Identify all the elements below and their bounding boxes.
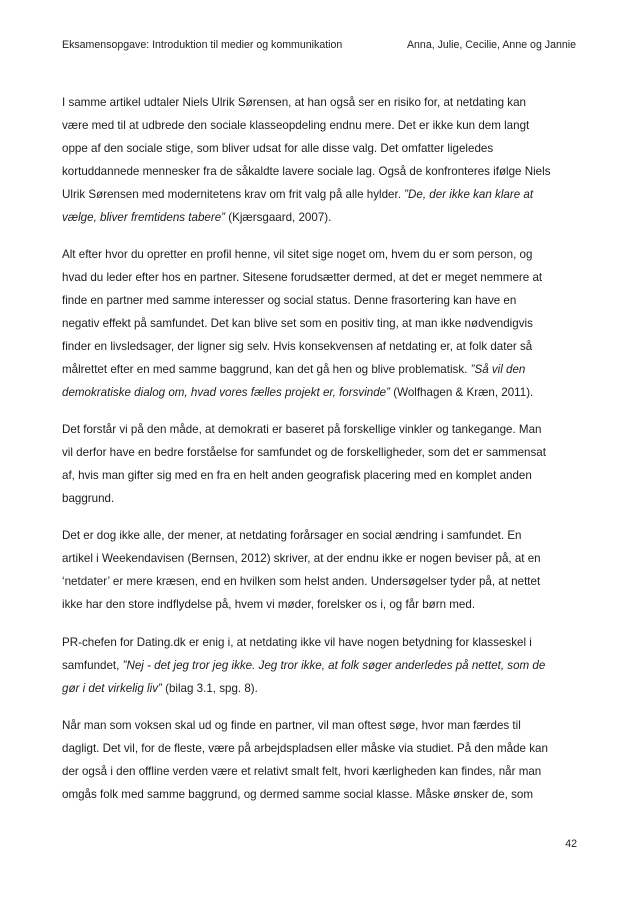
body-paragraph xyxy=(62,715,576,807)
text-line xyxy=(62,594,576,617)
text-run: hvad du leder efter hos en partner. Sitesene forudsætter dermed, at det er meget nemmere at xyxy=(62,271,543,285)
text-run: ikke har den store indflydelse på, hvem vi møder, forelsker os i, og får børn med. xyxy=(62,598,476,612)
body-paragraph xyxy=(62,244,576,404)
text-run: (Wolfhagen & Kræn, 2011). xyxy=(390,385,534,399)
text-line xyxy=(62,92,576,115)
text-line xyxy=(62,761,576,784)
text-run: Det er dog ikke alle, der mener, at netdating forårsager en social ændring i samfundet. En xyxy=(62,529,522,543)
text-run: kortuddannede mennesker fra de såkaldte lavere sociale lag. Også de konfronteres ifølge Niels xyxy=(62,164,551,178)
text-run: baggrund. xyxy=(62,491,115,505)
header-course-title: Eksamensopgave: Introduktion til medier og kommunikation xyxy=(62,39,343,51)
quote-text: vælge, bliver fremtidens tabere” xyxy=(62,210,226,224)
text-run: målrettet efter en med samme baggrund, kan det gå hen og blive problematisk. xyxy=(62,362,471,376)
body-paragraph xyxy=(62,419,576,511)
quote-text: ”Så vil den xyxy=(470,362,526,376)
text-run: Ulrik Sørensen med modernitetens krav om frit valg på alle hylder. xyxy=(62,187,405,201)
text-line xyxy=(62,632,576,655)
text-run: omgås folk med samme baggrund, og dermed samme social klasse. Måske ønsker de, som xyxy=(62,787,534,801)
text-run: dagligt. Det vil, for de fleste, være på arbejdspladsen eller måske via studiet. På den måde kan xyxy=(62,742,548,756)
text-line xyxy=(62,678,576,701)
text-run: Det forstår vi på den måde, at demokrati er baseret på forskellige vinkler og tankegange. Man xyxy=(62,423,542,437)
text-run: være med til at udbrede den sociale klasseopdeling endnu mere. Det er ikke kun dem langt xyxy=(62,118,530,132)
text-run: PR-chefen for Dating.dk er enig i, at netdating ikke vil have nogen betydning for klasseskel i xyxy=(62,635,532,649)
text-line xyxy=(62,382,576,405)
document-body xyxy=(62,92,576,822)
text-run: artikel i Weekendavisen (Bernsen, 2012) skriver, at der endnu ikke er nogen beviser på, at en xyxy=(62,552,541,566)
text-line xyxy=(62,161,576,184)
text-line xyxy=(62,525,576,548)
text-run: Alt efter hvor du opretter en profil henne, vil sitet sige noget om, hvem du er som person, og xyxy=(62,248,533,262)
text-line xyxy=(62,207,576,230)
text-line xyxy=(62,784,576,807)
text-line xyxy=(62,419,576,442)
body-paragraph xyxy=(62,92,576,229)
text-line xyxy=(62,138,576,161)
text-line xyxy=(62,548,576,571)
body-paragraph xyxy=(62,525,576,617)
text-line xyxy=(62,184,576,207)
text-run: Når man som voksen skal ud og finde en partner, vil man oftest søge, hvor man færdes til xyxy=(62,719,521,733)
text-line xyxy=(62,290,576,313)
text-run: der også i den offline verden være et relativt smalt felt, hvori kærligheden kan findes, når man xyxy=(62,765,542,778)
text-line xyxy=(62,655,576,678)
text-line xyxy=(62,267,576,290)
text-run: ‘netdater’ er mere kræsen, end en hvilken som helst anden. Undersøgelser tyder på, at nettet xyxy=(62,575,541,589)
quote-text: demokratiske dialog om, hvad vores fælles projekt er, forsvinde” xyxy=(62,385,390,399)
quote-text: ”Nej - det jeg tror jeg ikke. Jeg tror ikke, at folk søger anderledes på nettet, som de xyxy=(122,658,546,672)
text-line xyxy=(62,465,576,488)
text-run: finder en livsledsager, der ligner sig selv. Hvis konsekvensen af netdating er, at folk dater så xyxy=(62,339,533,353)
text-line xyxy=(62,571,576,594)
text-line xyxy=(62,488,576,511)
text-line xyxy=(62,115,576,138)
text-line xyxy=(62,738,576,761)
text-run: (Kjærsgaard, 2007). xyxy=(225,210,332,224)
text-line xyxy=(62,244,576,267)
text-line xyxy=(62,715,576,738)
text-run: finde en partner med samme interesser og social status. Denne frasortering kan have en xyxy=(62,293,517,307)
text-run: af, hvis man gifter sig med en fra en helt anden geografisk placering med en komplet anden xyxy=(62,468,532,482)
text-run: vil derfor have en bedre forståelse for samfundet og de forskelligheder, som det er sammensat xyxy=(62,446,546,460)
text-run: I samme artikel udtaler Niels Ulrik Sørensen, at han også ser en risiko for, at netdating kan xyxy=(62,96,526,109)
text-line xyxy=(62,359,576,382)
text-run: (bilag 3.1, spg. 8). xyxy=(161,681,258,695)
text-line xyxy=(62,336,576,359)
header-authors: Anna, Julie, Cecilie, Anne og Jannie xyxy=(406,39,576,51)
text-line xyxy=(62,313,576,336)
quote-text: ”De, der ikke kan klare at xyxy=(404,187,534,201)
text-run: negativ effekt på samfundet. Det kan blive set som en positiv ting, at man ikke nødvendigvis xyxy=(62,316,533,330)
body-paragraph xyxy=(62,632,576,701)
text-run: oppe af den sociale stige, som bliver udsat for alle disse valg. Det omfatter ligeledes xyxy=(62,141,494,155)
text-run: samfundet, xyxy=(62,658,123,672)
page-header xyxy=(62,39,576,51)
quote-text: gør i det virkelig liv” xyxy=(62,681,162,695)
page-number: 42 xyxy=(565,838,577,850)
text-line xyxy=(62,442,576,465)
